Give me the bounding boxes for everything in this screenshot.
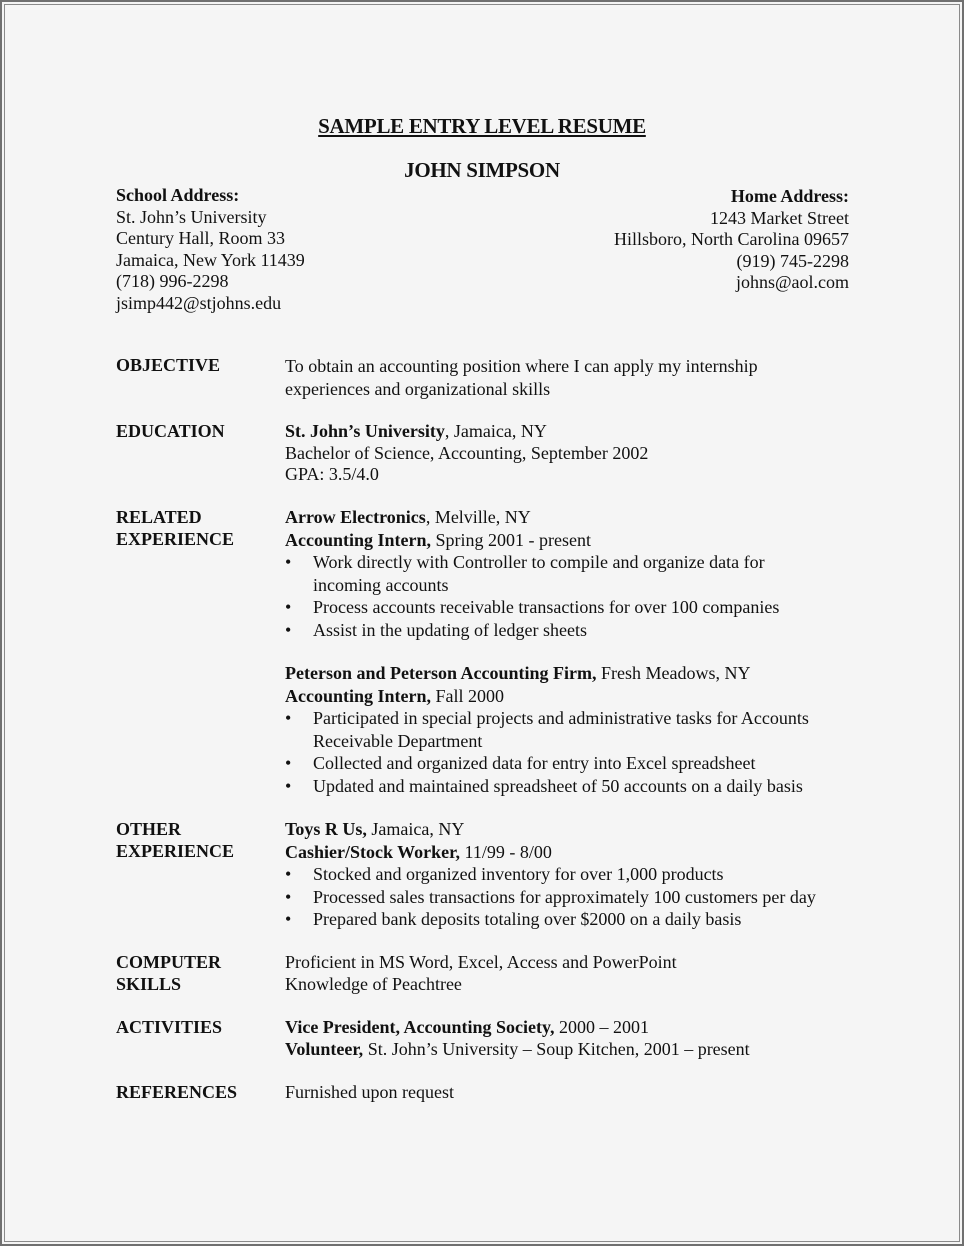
activities-label: ACTIVITIES xyxy=(116,1017,223,1037)
job-title: Accounting Intern, xyxy=(285,529,432,550)
job-location: Fresh Meadows, NY xyxy=(596,663,751,683)
job-company-line xyxy=(285,507,845,529)
school-address xyxy=(116,185,305,314)
objective-line: To obtain an accounting position where I can apply my internship xyxy=(285,356,758,376)
school-email: jsimp442@stjohns.edu xyxy=(116,292,282,313)
home-phone: (919) 745-2298 xyxy=(736,250,849,271)
job-arrow-electronics xyxy=(285,507,845,641)
related-experience-label-line: EXPERIENCE xyxy=(116,528,235,549)
job-title-line xyxy=(285,529,845,552)
job-location: Jamaica, NY xyxy=(366,819,465,839)
job-duty: • Updated and maintained spreadsheet of 50 accounts on a daily basis xyxy=(285,775,845,798)
education-school-line xyxy=(285,421,845,443)
job-duty: • Participated in special projects and administrative tasks for Accounts Receivable Department xyxy=(285,707,843,752)
school-address-line: Jamaica, New York 11439 xyxy=(116,249,305,270)
school-phone: (718) 996-2298 xyxy=(116,271,229,291)
gpa: GPA: 3.5/4.0 xyxy=(285,464,379,484)
computer-skills-label-line: SKILLS xyxy=(116,973,182,994)
job-peterson xyxy=(285,662,845,797)
job-dates: 11/99 - 8/00 xyxy=(460,841,552,862)
job-company: Arrow Electronics xyxy=(285,507,426,527)
job-company-line xyxy=(285,662,845,685)
other-experience-label xyxy=(116,819,234,862)
job-location: , Melville, NY xyxy=(425,507,531,527)
job-duties xyxy=(285,551,845,641)
document-title: SAMPLE ENTRY LEVEL RESUME xyxy=(318,114,646,138)
degree: Bachelor of Science, Accounting, September 2002 xyxy=(285,442,649,463)
job-duties xyxy=(285,707,845,797)
related-experience-label xyxy=(116,507,234,550)
computer-skills-label xyxy=(116,952,221,995)
home-address xyxy=(614,186,849,294)
job-dates: Fall 2000 xyxy=(431,685,505,706)
job-title-line xyxy=(285,841,845,864)
activity-detail: St. John’s University – Soup Kitchen, 2001 – present xyxy=(363,1038,750,1059)
job-duty: • Work directly with Controller to compile and organize data for incoming accounts xyxy=(285,551,813,596)
activity-role: Volunteer, xyxy=(285,1038,364,1059)
related-experience-label-line: RELATED xyxy=(116,507,202,527)
school-address-line: Century Hall, Room 33 xyxy=(116,228,285,248)
job-duty: • Collected and organized data for entry into Excel spreadsheet xyxy=(285,752,845,775)
home-address-label: Home Address: xyxy=(730,186,849,206)
home-address-line: Hillsboro, North Carolina 09657 xyxy=(614,229,849,249)
school-name: St. John’s University xyxy=(285,421,445,441)
objective-label: OBJECTIVE xyxy=(116,355,221,375)
activity-item xyxy=(285,1017,845,1039)
home-email: johns@aol.com xyxy=(735,272,849,292)
job-duty: • Assist in the updating of ledger sheets xyxy=(285,619,845,642)
objective-line: experiences and organizational skills xyxy=(285,378,551,399)
applicant-name: JOHN SIMPSON xyxy=(404,158,560,182)
other-experience-label-line: EXPERIENCE xyxy=(116,840,235,861)
computer-skills-label-line: COMPUTER xyxy=(116,952,221,972)
activity-role: Vice President, Accounting Society, xyxy=(285,1017,555,1037)
skill-line: Knowledge of Peachtree xyxy=(285,973,462,994)
references-text: Furnished upon request xyxy=(285,1082,454,1102)
job-toys-r-us xyxy=(285,819,845,931)
activity-item xyxy=(285,1039,845,1061)
job-title: Accounting Intern, xyxy=(285,685,432,706)
job-duty: • Prepared bank deposits totaling over $2000 on a daily basis xyxy=(285,908,845,931)
computer-skills-body xyxy=(285,952,845,995)
job-title-line xyxy=(285,685,845,708)
job-duty: • Process accounts receivable transactions for over 100 companies xyxy=(285,596,845,619)
job-company: Toys R Us, xyxy=(285,819,367,839)
skill-line: Proficient in MS Word, Excel, Access and PowerPoint xyxy=(285,952,677,972)
activity-detail: 2000 – 2001 xyxy=(554,1017,649,1037)
school-address-label: School Address: xyxy=(116,185,240,205)
education-body xyxy=(285,421,845,486)
other-experience-label-line: OTHER xyxy=(116,819,182,839)
school-location: , Jamaica, NY xyxy=(444,421,547,441)
references-label: REFERENCES xyxy=(116,1082,238,1102)
education-label: EDUCATION xyxy=(116,421,225,441)
school-address-line: St. John’s University xyxy=(116,206,267,227)
objective-body xyxy=(285,355,845,400)
job-title: Cashier/Stock Worker, xyxy=(285,841,461,862)
home-address-line: 1243 Market Street xyxy=(710,207,849,228)
job-duty: • Processed sales transactions for approximately 100 customers per day xyxy=(285,886,845,909)
activities-body xyxy=(285,1017,845,1060)
job-company-line xyxy=(285,819,845,841)
job-duty: • Stocked and organized inventory for over 1,000 products xyxy=(285,863,845,886)
job-dates: Spring 2001 - present xyxy=(431,529,591,550)
job-company: Peterson and Peterson Accounting Firm, xyxy=(285,663,597,683)
job-duties xyxy=(285,863,845,931)
